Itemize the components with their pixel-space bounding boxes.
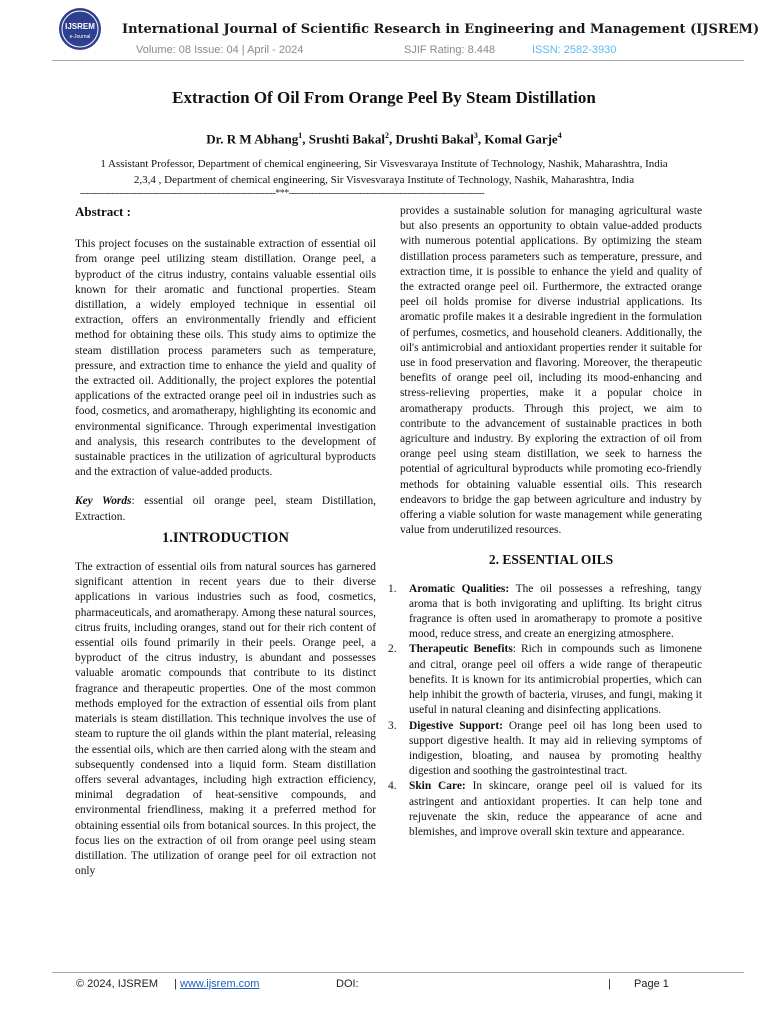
footer-separator: | [174,978,177,990]
volume-issue: Volume: 08 Issue: 04 | April - 2024 [136,44,304,56]
introduction-heading: 1.INTRODUCTION [162,529,289,546]
footer-doi: DOI: [336,978,359,990]
page-number: Page 1 [634,978,669,990]
keywords [75,494,376,524]
list-item-lead: Skin Care: [409,780,466,793]
list-item [388,779,702,840]
keywords-label: Key Words [75,495,132,508]
list-item [388,719,702,780]
abstract-heading: Abstract : [75,204,131,219]
list-item-text: In skincare, orange peel oil is valued for its astringent and antioxidant properties. It can help tone and rejuvenate the skin, reduce the appearance of acne and blemishes, and improve overall skin texture and appearance. [409,780,702,838]
author-name: Komal Garje [484,131,558,147]
logo-text: IJSREM [65,22,95,31]
list-item-lead: Digestive Support: [409,719,503,732]
list-item-lead: Aromatic Qualities: [409,582,510,595]
left-column [75,204,376,879]
list-item-text: Orange peel oil has long been used to support digestive health. It may aid in relieving symptoms of indigestion, bloating, and nausea by promoting healthy digestion and soothing the gastrointestinal tract. [409,719,702,778]
affiliation-1: 1 Assistant Professor, Department of chemical engineering, Sir Visvesvaraya Institute of Technology, Nashik, Maharashtra, India [100,158,668,170]
list-item [388,582,702,643]
list-item-lead: Therapeutic Benefits [409,643,513,656]
keywords-text: : essential oil orange peel, steam Distillation, Extraction. [75,495,377,523]
journal-logo [57,6,103,52]
section-separator: ---------------------------------------------------------------------***--------------------------------------------------------------------- [80,188,485,199]
right-column [388,204,702,840]
affiliation-2: 2,3,4 , Department of chemical engineering, Sir Visvesvaraya Institute of Technology, Nashik, Maharashtra, India [133,174,635,186]
logo-subtext: e-Journal [69,34,91,40]
journal-name: International Journal of Scientific Research in Engineering and Management (IJSREM) [122,22,760,37]
list-item-text: The oil possesses a refreshing, tangy aroma that is both invigorating and uplifting. Its bright citrus fragrance is often used in aromatherapy to promote a positive mood, reduce stress, and create an energizing atmosphere. [409,582,702,641]
author-sup: 4 [557,131,562,140]
introduction-continuation: provides a sustainable solution for managing agricultural waste but also presents an opportunity to obtain value-added products with numerous potential applications. By optimizing the steam distillation process parameters such as temperature, pressure, and extraction time, it is possible to enhance the yield and quality of the extracted orange peel oil. Furthermore, the extracted orange peel oil holds promise for diverse industrial applications. Its aromatic profile makes it a desirable ingredient in the formulation of perfumes, cosmetics, and household cleaners. Additionally, the oil's antimicrobial and antioxidant properties render it suitable for use in food preservation and flavoring. Moreover, the therapeutic benefits of orange peel oil, including its mood-enhancing and stress-relieving properties, make it a popular choice in aromatherapy products. Through this project, we aim to contribute to the advancement of sustainable practices in both agriculture and industry. By exploring the extraction of oil from orange peel using steam distillation, we seek to harness the potential of agricultural byproducts while promoting eco-friendly methods for obtaining valuable essential oils. This research endeavors to bridge the gap between agriculture and industry by offering a viable solution for waste management while generating value from underutilized resources. [400,205,702,537]
issn: ISSN: 2582-3930 [532,44,617,56]
author-sup: 2 [385,131,390,140]
journal-website-link[interactable]: www.ijsrem.com [180,978,260,990]
introduction-body: The extraction of essential oils from natural sources has garnered significant attention in recent years due to their diverse applications in various industries such as food, cosmetics, pharmaceuticals, and aromatherapy. Among these natural sources, citrus fruits, including oranges, stand out for their rich content of essential oils found primarily in their peels. Orange peel, a byproduct of the citrus industry, is abundant and possesses valuable aromatic compounds that contribute to its distinct fragrance and therapeutic properties. One of the most common methods employed for the extraction of essential oils from plant materials is steam distillation. This technique involves the use of steam to rupture the oil glands within the plant material, releasing the essential oils, which are then carried along with the steam and subsequently condensed into a liquid form. Steam distillation offers several advantages, including high extraction efficiency, minimal degradation of heat-sensitive compounds, and environmental friendliness, making it a preferred method for obtaining essential oils from botanical sources. In this project, the focus lies on the extraction of oil from orange peel using steam distillation. The utilization of orange peel for oil extraction not only [75,561,376,878]
paper-title: Extraction Of Oil From Orange Peel By Steam Distillation [172,88,596,107]
sjif-rating: SJIF Rating: 8.448 [404,44,496,56]
footer-separator: | [608,978,611,990]
list-number: 3. [388,719,397,732]
list-item [388,642,702,718]
header-divider [52,60,744,61]
essential-oils-heading: 2. ESSENTIAL OILS [488,552,614,568]
list-number: 4. [388,780,397,793]
list-number: 2. [388,643,397,656]
list-number: 1. [388,582,397,595]
footer-divider [52,972,744,973]
author-sup: 1 [298,131,303,140]
author-name: Dr. R M Abhang [206,131,299,147]
author-sup: 3 [473,131,478,140]
author-list: Dr. R M Abhang$^1$, Srushti Bakal$^2$, Drushti Bakal$^3$, Komal Garje$^4$ [206,131,562,147]
abstract-body: This project focuses on the sustainable extraction of essential oil from orange peel utilizing steam distillation. Orange peel, a byproduct of the citrus industry, contains valuable essential oils known for their aromatic and functional properties. Steam distillation, a widely employed technique in essential oil extraction, offers an environmentally friendly and efficient method for obtaining these oils. This study aims to optimize the steam distillation process parameters such as temperature, pressure, and extraction time to enhance the yield and quality of the extracted oil. Additionally, the project explores the potential applications of the extracted orange peel oil in industries such as food, cosmetics, and aromatherapy, highlighting its economic and environmental significance. Through experimental investigation and analysis, this research contributes to the development of sustainable practices in the utilization of agricultural byproducts and the extraction of value-added products. [75,238,376,479]
list-item-text: : Rich in compounds such as limonene and citral, orange peel oil offers a wide range of therapeutic benefits. It is known for its antimicrobial properties, which can help inhibit the growth of bacteria, viruses, and fungi, making it useful in natural cleaning and disinfecting applications. [409,643,702,717]
footer-copyright: © 2024, IJSREM [76,978,159,990]
author-name: Drushti Bakal [395,131,474,147]
essential-oils-list [388,582,702,840]
author-name: Srushti Bakal [308,131,386,147]
